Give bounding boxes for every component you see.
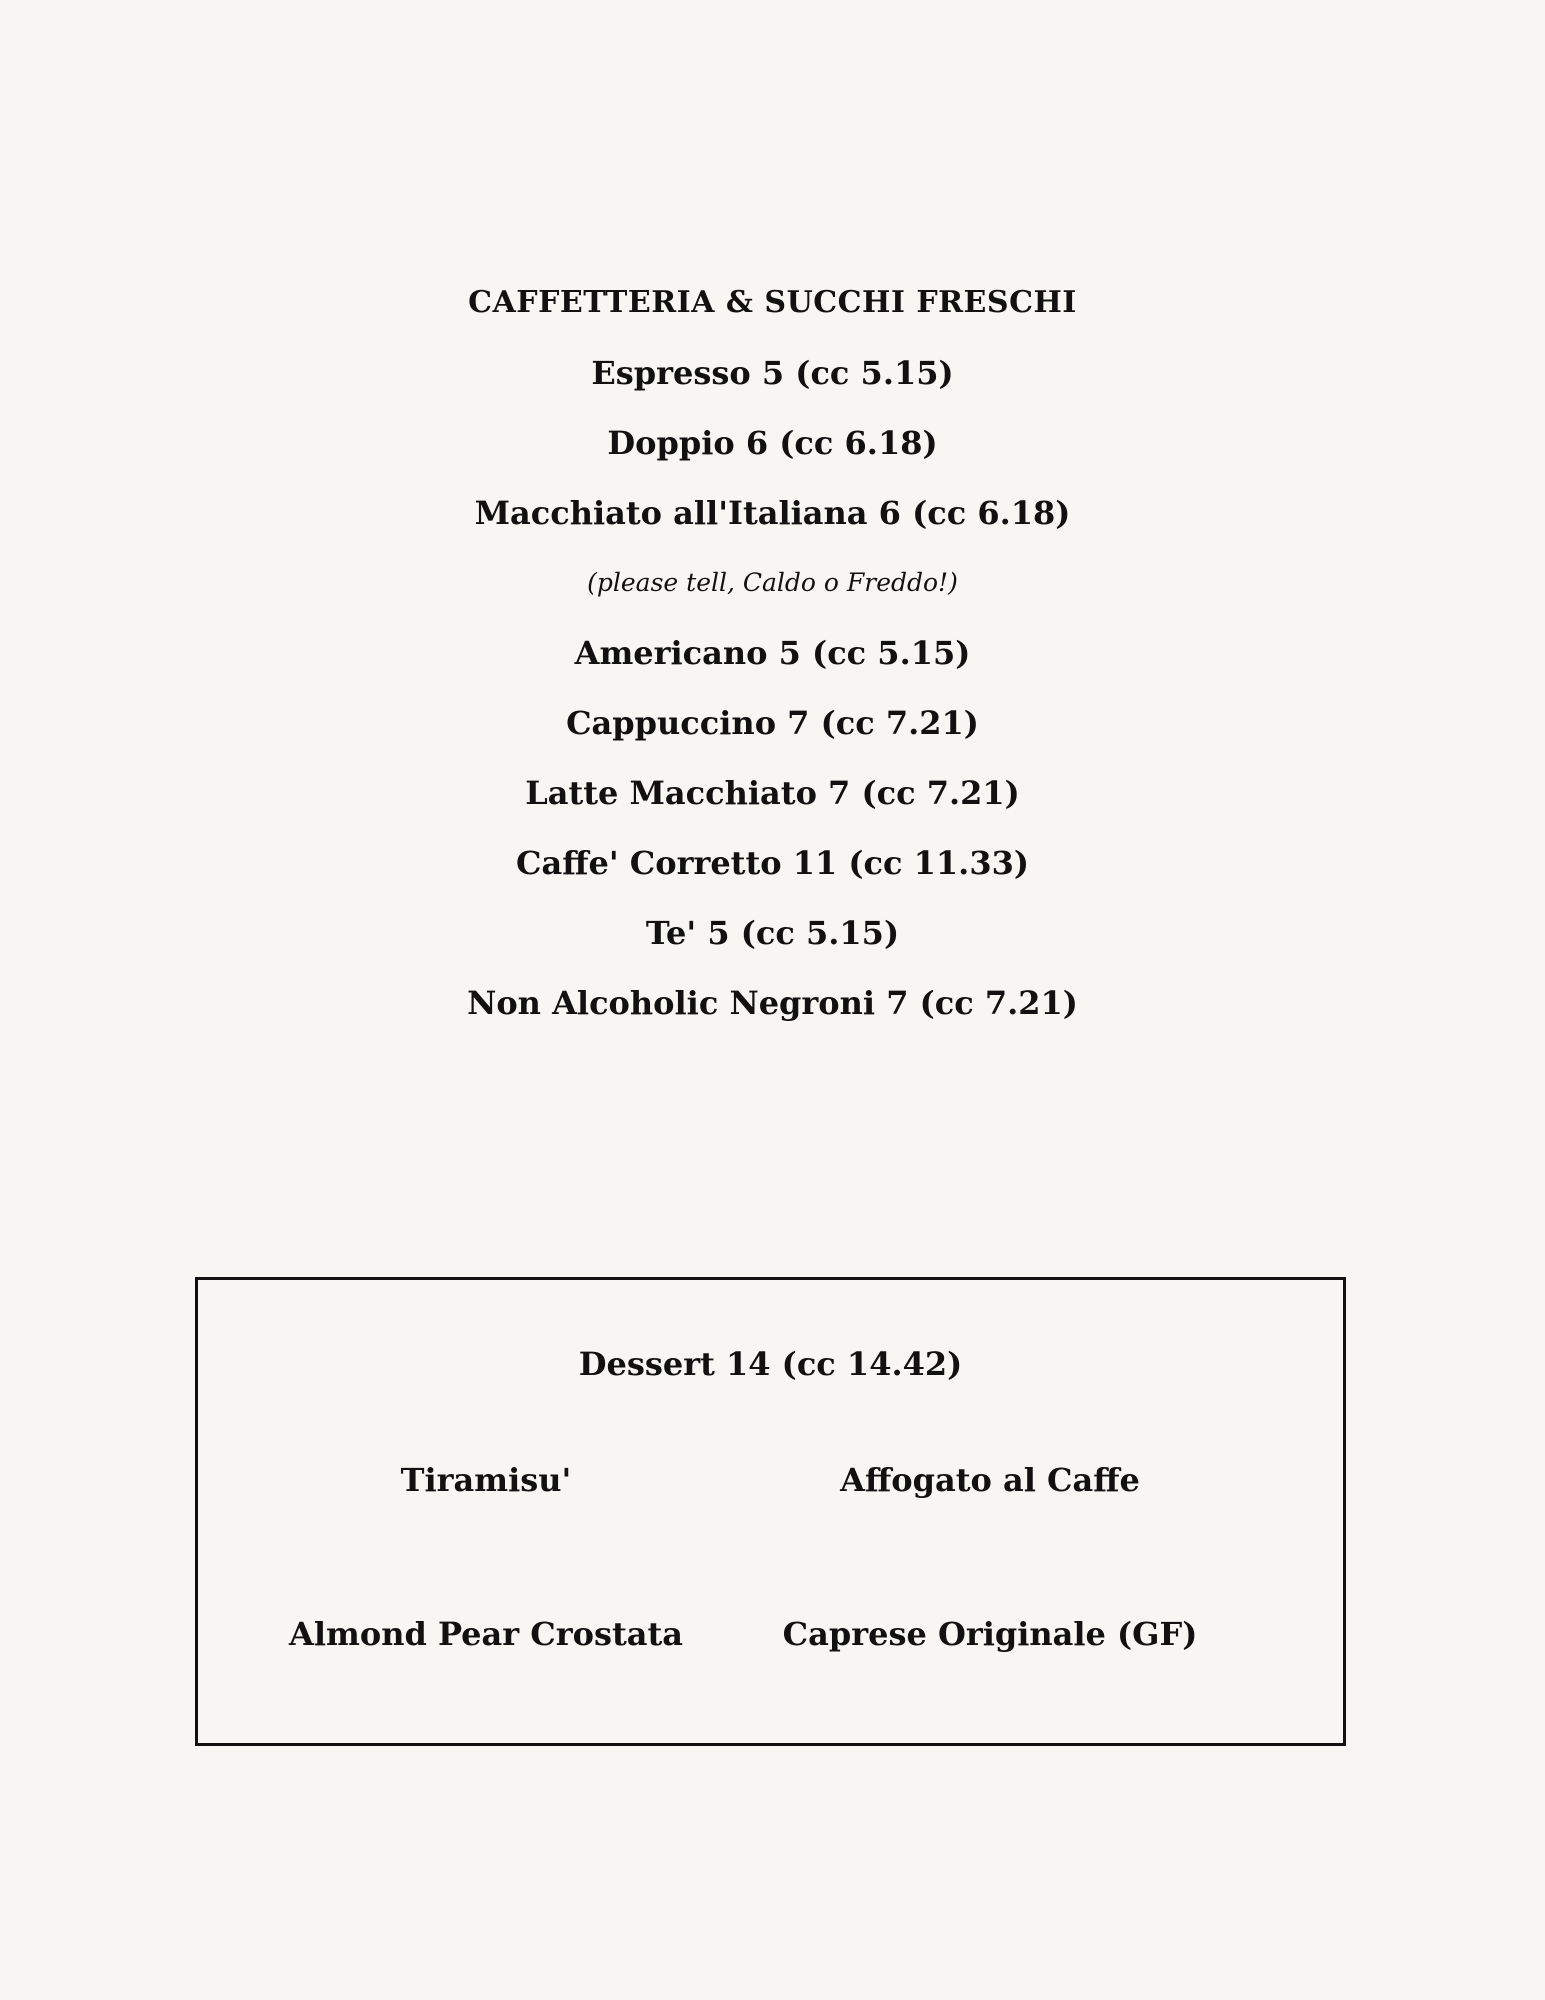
section-title: CAFFETTERIA & SUCCHI FRESCHI (468, 285, 1077, 320)
dessert-title: Dessert 14 (cc 14.42) (578, 1345, 963, 1383)
menu-item-caffe-corretto: Caffe' Corretto 11 (cc 11.33) (516, 844, 1029, 882)
menu-item-espresso: Espresso 5 (cc 5.15) (591, 354, 954, 392)
menu-item-latte-macchiato: Latte Macchiato 7 (cc 7.21) (525, 774, 1020, 812)
menu-item-te: Te' 5 (cc 5.15) (645, 914, 900, 952)
menu-item-cappuccino: Cappuccino 7 (cc 7.21) (566, 704, 979, 742)
dessert-item-tiramisu: Tiramisu' (400, 1461, 572, 1499)
menu-item-doppio: Doppio 6 (cc 6.18) (607, 424, 938, 462)
dessert-box (195, 1277, 1346, 1746)
menu-item-non-alcoholic-negroni: Non Alcoholic Negroni 7 (cc 7.21) (467, 984, 1078, 1022)
dessert-item-caprese: Caprese Originale (GF) (782, 1615, 1198, 1653)
menu-item-americano: Americano 5 (cc 5.15) (574, 634, 971, 672)
menu-note: (please tell, Caldo o Freddo!) (587, 568, 958, 597)
menu-item-macchiato: Macchiato all'Italiana 6 (cc 6.18) (474, 494, 1071, 532)
coffee-menu-section (0, 268, 1545, 1038)
dessert-item-crostata: Almond Pear Crostata (289, 1615, 683, 1653)
dessert-item-affogato: Affogato al Caffe (840, 1461, 1140, 1499)
